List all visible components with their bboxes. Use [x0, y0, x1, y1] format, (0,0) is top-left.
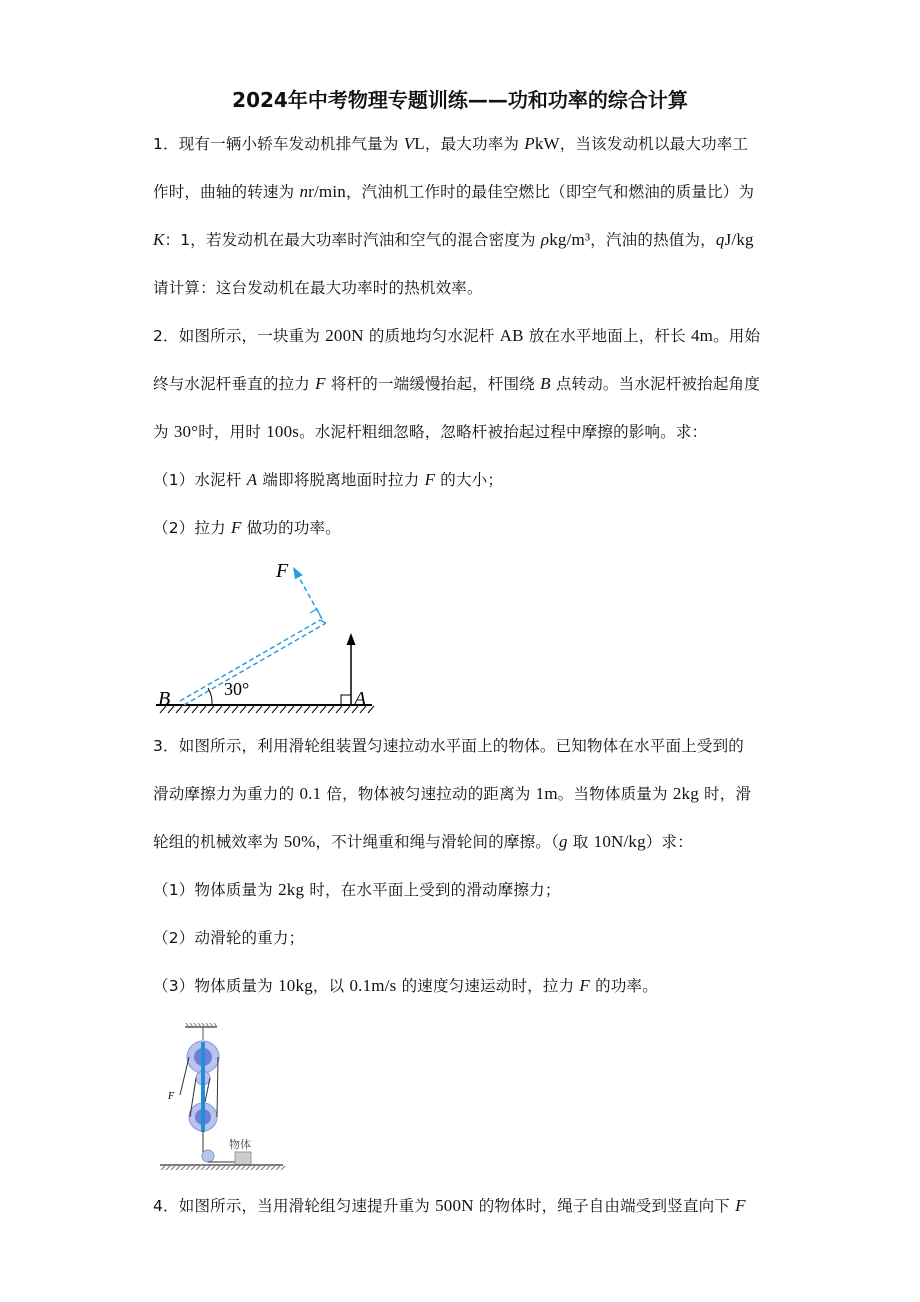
text-segment: 取: [567, 833, 594, 851]
ground-pulley: [202, 1150, 214, 1162]
text-segment: kW: [534, 134, 560, 153]
ground-hatch: [261, 1166, 265, 1170]
ground-hatch: [216, 1166, 220, 1170]
text-segment: 做功的功率。: [241, 519, 341, 537]
text-line: [153, 468, 503, 490]
text-segment: 的速度匀速运动时，拉力: [396, 977, 580, 995]
label-f: F: [168, 1091, 175, 1102]
figure-lever-diagram: [150, 555, 380, 720]
ground-hatch: [232, 706, 238, 713]
ground-hatch: [271, 1166, 275, 1170]
text-line: [153, 180, 754, 202]
text-segment: kg/m³: [549, 230, 591, 249]
ground-hatch: [368, 706, 374, 713]
text-segment: 的功率。: [590, 977, 658, 995]
ground-hatch: [176, 1166, 180, 1170]
angle-label: 30°: [224, 679, 250, 699]
label-f: F: [276, 560, 289, 582]
text-line: [153, 132, 748, 154]
text-segment: 倍，物体被匀速拉动的距离为: [321, 785, 536, 803]
text-segment: （1）水泥杆: [153, 471, 247, 489]
text-line: [153, 926, 304, 948]
ground-hatch: [256, 706, 262, 713]
ground-hatch: [304, 706, 310, 713]
ground-hatch: [208, 706, 214, 713]
ground-hatch: [181, 1166, 185, 1170]
text-segment: 请计算：这台发动机在最大功率时的热机效率。: [153, 279, 483, 297]
figure-pulley-diagram: [155, 1020, 290, 1170]
text-segment: ，最大功率为: [424, 135, 525, 153]
text-segment: J/kg: [724, 230, 754, 249]
rod-edge: [184, 623, 326, 705]
ground-hatch: [248, 706, 254, 713]
text-segment: F: [315, 374, 326, 393]
text-segment: F: [424, 470, 436, 489]
text-segment: （1）物体质量为: [153, 881, 279, 899]
text-segment: （2）动滑轮的重力；: [153, 929, 305, 947]
right-angle-mark: [341, 695, 351, 705]
text-segment: 200N: [325, 326, 364, 345]
ground-hatch: [216, 706, 222, 713]
text-segment: 点转动。当水泥杆被抬起角度: [550, 375, 760, 393]
text-segment: A: [246, 470, 258, 489]
text-segment: K: [153, 230, 165, 249]
ground-hatch: [276, 1166, 280, 1170]
text-segment: L: [414, 134, 425, 153]
text-segment: F: [579, 976, 591, 995]
ground-hatch: [231, 1166, 235, 1170]
ground-hatch: [344, 706, 350, 713]
text-segment: 作时，曲轴的转速为: [153, 183, 300, 201]
ground-hatch: [171, 1166, 175, 1170]
ground-hatch: [221, 1166, 225, 1170]
text-segment: ）求：: [645, 833, 693, 851]
ground-hatch: [256, 1166, 260, 1170]
text-segment: 轮组的机械效率为: [153, 833, 284, 851]
ground-hatch: [281, 1166, 285, 1170]
text-segment: 终与水泥杆垂直的拉力: [153, 375, 316, 393]
ground-hatch: [226, 1166, 230, 1170]
text-segment: P: [524, 134, 535, 153]
text-segment: V: [403, 134, 415, 153]
text-segment: 端即将脱离地面时拉力: [257, 471, 425, 489]
label-object: 物体: [229, 1138, 251, 1151]
text-line: [153, 516, 341, 538]
ground-hatch: [296, 706, 302, 713]
ground-hatch: [288, 706, 294, 713]
text-segment: 0.1m/s: [349, 976, 397, 995]
text-line: [153, 878, 561, 900]
text-segment: AB: [499, 326, 524, 345]
rod-edge: [180, 620, 320, 701]
text-line: [153, 324, 760, 346]
ground-hatch: [251, 1166, 255, 1170]
ground-hatch: [200, 706, 206, 713]
ground-hatch: [184, 706, 190, 713]
text-line: [153, 974, 658, 996]
ground-hatch: [240, 706, 246, 713]
ground-hatch: [241, 1166, 245, 1170]
text-segment: 滑动摩擦力为重力的: [153, 785, 300, 803]
ground-hatch: [264, 706, 270, 713]
ground-hatch: [186, 1166, 190, 1170]
text-segment: 500N: [435, 1196, 474, 1215]
text-segment: 放在水平地面上，杆长: [523, 327, 691, 345]
page-title: 2024年中考物理专题训练——功和功率的综合计算: [232, 88, 688, 112]
text-segment: 10N/kg: [593, 832, 646, 851]
ground-hatch: [206, 1166, 210, 1170]
text-segment: 的质地均匀水泥杆: [363, 327, 500, 345]
ground-hatch: [266, 1166, 270, 1170]
ground-hatch: [320, 706, 326, 713]
text-segment: 2．如图所示，一块重为: [153, 327, 326, 345]
text-segment: 1m: [535, 784, 558, 803]
text-line: [153, 420, 707, 442]
rod-end: [320, 620, 326, 623]
text-segment: 。用始: [713, 327, 761, 345]
ground-hatch: [336, 706, 342, 713]
text-segment: ，不计绳重和绳与滑轮间的摩擦。（: [315, 833, 559, 851]
text-segment: 2kg: [672, 784, 699, 803]
text-line: [153, 1194, 746, 1216]
text-segment: 。水泥杆粗细忽略，忽略杆被抬起过程中摩擦的影响。求：: [299, 423, 708, 441]
ground-hatch: [192, 706, 198, 713]
text-segment: g: [558, 832, 568, 851]
text-segment: （3）物体质量为: [153, 977, 279, 995]
text-segment: 1．现有一辆小轿车发动机排气量为: [153, 135, 404, 153]
text-line: [153, 734, 744, 756]
text-segment: 的大小；: [435, 471, 504, 489]
text-segment: ，汽油机工作时的最佳空燃比（即空气和燃油的质量比）为: [345, 183, 755, 201]
text-segment: ，当该发动机以最大功率工: [559, 135, 749, 153]
ground-hatch: [236, 1166, 240, 1170]
ground-hatch: [312, 706, 318, 713]
text-segment: 时，用时: [198, 423, 267, 441]
text-segment: B: [540, 374, 551, 393]
ground-hatch: [201, 1166, 205, 1170]
text-segment: n: [299, 182, 309, 201]
text-line: [153, 228, 754, 250]
label-b: B: [158, 688, 171, 710]
text-segment: 2kg: [278, 880, 305, 899]
right-angle-mark: [310, 609, 321, 617]
text-segment: F: [231, 518, 242, 537]
text-segment: 3．如图所示，利用滑轮组装置匀速拉动水平面上的物体。已知物体在水平面上受到的: [153, 737, 744, 755]
ground-hatch: [176, 706, 182, 713]
text-segment: ρ: [540, 230, 550, 249]
text-segment: ：1，若发动机在最大功率时汽油和空气的混合密度为: [164, 231, 541, 249]
text-segment: 30°: [173, 422, 199, 441]
ground-hatch: [272, 706, 278, 713]
ground-hatch: [224, 706, 230, 713]
text-segment: F: [735, 1196, 746, 1215]
text-segment: r/min: [308, 182, 346, 201]
ground-hatch: [191, 1166, 195, 1170]
text-segment: 时，在水平面上受到的滑动摩擦力；: [304, 881, 561, 899]
object-block: [235, 1152, 251, 1165]
text-segment: 时，滑: [698, 785, 752, 803]
ground-hatch: [166, 1166, 170, 1170]
text-segment: ，以: [312, 977, 350, 995]
text-line: [153, 830, 693, 852]
text-segment: 4．如图所示，当用滑轮组匀速提升重为: [153, 1197, 436, 1215]
text-segment: 的物体时，绳子自由端受到竖直向下: [473, 1197, 736, 1215]
text-line: [153, 372, 760, 394]
text-segment: 0.1: [299, 784, 322, 803]
ground-hatch: [280, 706, 286, 713]
ground-hatch: [211, 1166, 215, 1170]
text-line: [153, 276, 483, 298]
ground-hatch: [246, 1166, 250, 1170]
ground-hatch: [328, 706, 334, 713]
text-segment: ，汽油的热值为，: [590, 231, 716, 249]
label-a: A: [354, 688, 367, 710]
text-segment: 100s: [266, 422, 300, 441]
text-segment: （2）拉力: [153, 519, 231, 537]
ground-hatch: [196, 1166, 200, 1170]
text-segment: 10kg: [278, 976, 313, 995]
text-segment: 为: [153, 423, 174, 441]
text-segment: q: [715, 230, 725, 249]
text-line: [153, 782, 751, 804]
text-segment: 。当物体质量为: [557, 785, 673, 803]
text-segment: 50%: [283, 832, 316, 851]
ground-hatch: [161, 1166, 165, 1170]
text-segment: 将杆的一端缓慢抬起，杆围绕: [325, 375, 541, 393]
text-segment: 4m: [690, 326, 714, 345]
